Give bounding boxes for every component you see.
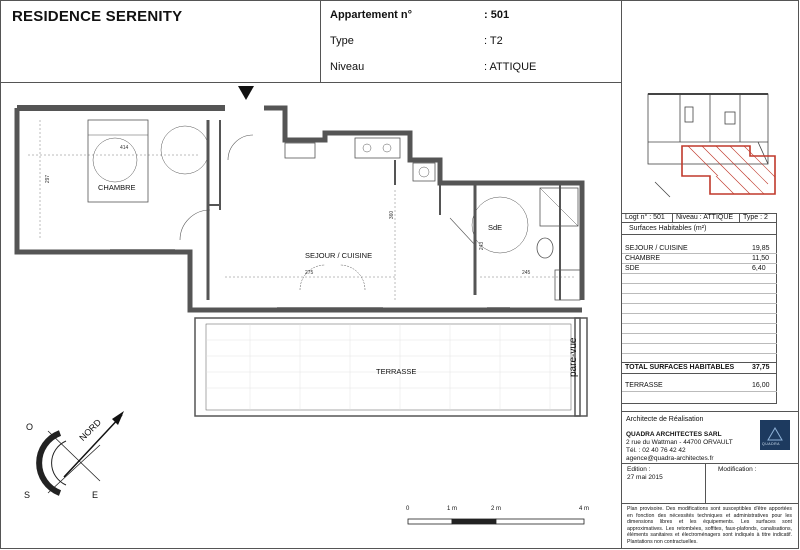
dim-sde-width: 245: [522, 270, 531, 276]
total-value: 37,75: [752, 364, 770, 371]
panel-sep-1: [672, 213, 673, 222]
panel-line-terrasse: [622, 403, 777, 404]
type-value: : T2: [484, 35, 503, 47]
row-divider: [622, 303, 777, 304]
firm-name: QUADRA ARCHITECTES SARL: [626, 431, 722, 438]
room-label-chambre: CHAMBRE: [98, 183, 136, 192]
row-chambre-label: CHAMBRE: [625, 255, 661, 262]
row-divider: [622, 353, 777, 354]
architecte-title: Architecte de Réalisation: [626, 416, 704, 423]
row-sde-value: 6,40: [752, 265, 766, 272]
disclaimer-text: Plan provisoire. Des modifications sont susceptibles d'être apportées en fonction des nécessités techniques et administratives pour les dimensions libres et les équipements. Les surfaces sont approximatives. Les retombées, soffites, faux-plafonds, canalisations, éléments sanitaires et électroménagers sont indiqués à titre indicatif. Plantations non contractuelles.: [627, 506, 792, 545]
scale-label-1: 1 m: [447, 506, 458, 512]
scale-label-4: 4 m: [579, 506, 590, 512]
room-label-sde: SdE: [488, 223, 503, 232]
row-divider: [622, 253, 777, 254]
edition-sep: [705, 463, 706, 503]
firm-email: agence@quadra-architectes.fr: [626, 455, 714, 462]
dim-chambre-height: 297: [45, 174, 52, 184]
edition-date: 27 mai 2015: [627, 474, 663, 481]
panel-line-right: [776, 213, 777, 403]
row-divider: [622, 313, 777, 314]
panel-sep-2: [739, 213, 740, 222]
disclaimer-line-top: [622, 503, 799, 504]
niveau-label: Niveau: [330, 61, 365, 73]
scale-label-2: 2 m: [491, 506, 502, 512]
row-chambre-value: 11,50: [752, 255, 769, 262]
total-line-top: [622, 362, 777, 363]
type-label: Type: [330, 35, 354, 47]
entrance-arrow-icon: [238, 86, 254, 100]
logt-label: Logt n° : 501: [625, 214, 665, 221]
room-label-sejour: SEJOUR / CUISINE: [305, 251, 373, 260]
row-divider: [622, 323, 777, 324]
room-label-terrasse: TERRASSE: [376, 367, 417, 376]
niveau-panel-label: Niveau : ATTIQUE: [676, 214, 734, 221]
header-vsep: [320, 0, 321, 82]
row-sde-label: SDE: [625, 265, 640, 272]
appartement-value: : 501: [484, 9, 510, 21]
row-divider: [622, 343, 777, 344]
modification-label: Modification :: [718, 466, 757, 473]
residence-title: RESIDENCE SERENITY: [12, 8, 183, 25]
row-divider: [622, 391, 777, 392]
dim-chambre-width: 414: [120, 145, 129, 151]
dim-sde-height: 243: [479, 241, 486, 251]
total-line-bottom: [622, 373, 777, 374]
compass-s: S: [24, 490, 31, 500]
dim-sejour-height: 360: [389, 210, 396, 220]
panel-line-header: [622, 222, 777, 223]
quadra-logo: [760, 420, 790, 450]
appartement-label: Appartement n°: [330, 9, 413, 21]
panel-line-title: [622, 234, 777, 235]
compass-o: O: [26, 422, 34, 432]
firm-tel: Tél. : 02 40 76 42 42: [626, 447, 686, 454]
panel-vsep: [621, 0, 622, 549]
type-panel-label: Type : 2: [743, 214, 768, 221]
scale-bar: [400, 515, 600, 529]
row-divider: [622, 293, 777, 294]
terrasse-value: 16,00: [752, 382, 770, 389]
firm-address: 2 rue du Wattman - 44700 ORVAULT: [626, 439, 733, 446]
compass-nord: NORD: [77, 417, 104, 443]
surfaces-title: Surfaces Habitables (m²): [629, 225, 707, 232]
key-plan: [640, 82, 790, 200]
row-divider: [622, 273, 777, 274]
niveau-value: : ATTIQUE: [484, 61, 537, 73]
dim-sejour-width: 275: [305, 270, 314, 276]
terrasse-label: TERRASSE: [625, 382, 663, 389]
logo-text: QUADRA: [762, 442, 780, 446]
row-divider: [622, 283, 777, 284]
edition-label: Edition :: [627, 466, 651, 473]
architect-line-top: [622, 411, 799, 412]
pare-vue-label: pare-vue: [568, 337, 579, 377]
compass-rose: [20, 405, 140, 505]
edition-line-top: [622, 463, 799, 464]
total-label: TOTAL SURFACES HABITABLES: [625, 364, 735, 371]
row-sejour-value: 19,85: [752, 245, 770, 252]
compass-e: E: [92, 490, 99, 500]
row-divider: [622, 333, 777, 334]
row-sejour-label: SEJOUR / CUISINE: [625, 245, 688, 252]
row-divider: [622, 263, 777, 264]
scale-label-0: 0: [406, 506, 410, 512]
